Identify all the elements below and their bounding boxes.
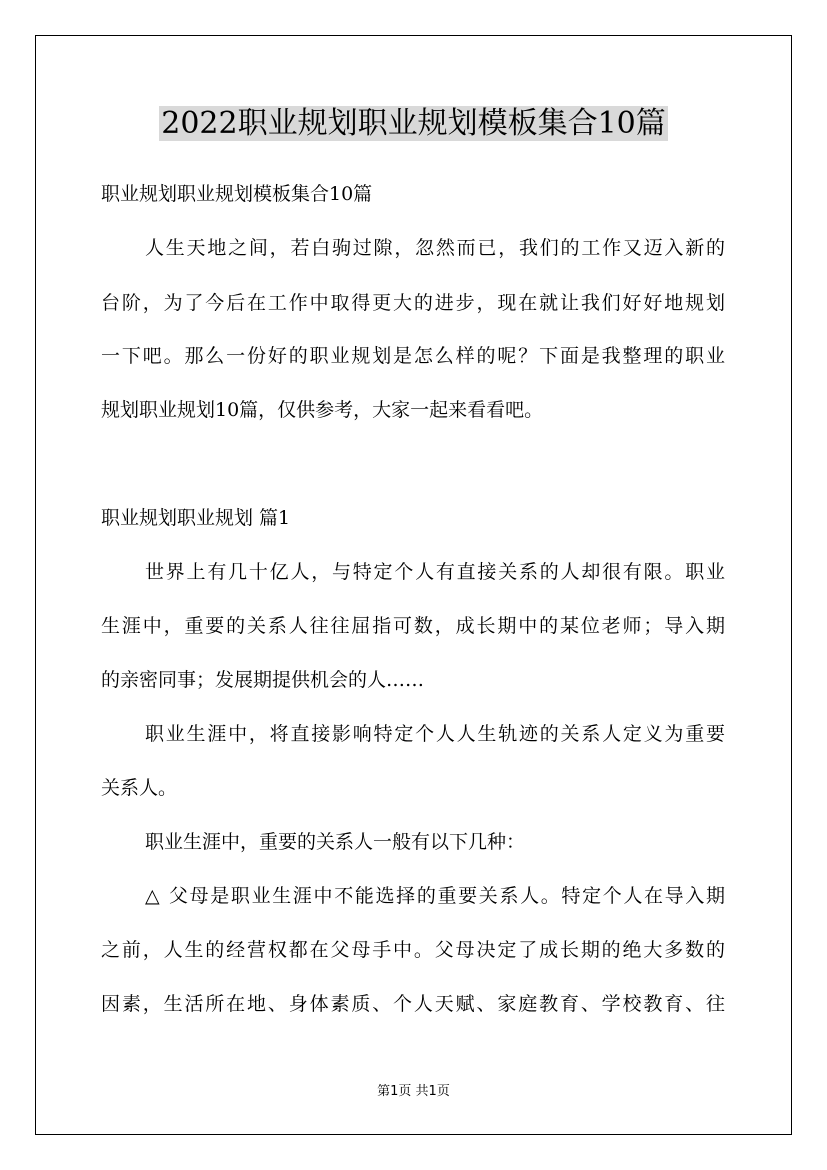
para3-line-1: 职业生涯中，重要的关系人一般有以下几种： xyxy=(145,831,526,853)
page-footer: 第1页 共1页 xyxy=(377,1084,450,1099)
para1-line-2: 生涯中，重要的关系人往往屈指可数，成长期中的某位老师；导入期 xyxy=(101,615,725,637)
para4-line-2: 之前，人生的经营权都在父母手中。父母决定了成长期的绝大多数的 xyxy=(101,939,725,961)
intro-line-1: 人生天地之间，若白驹过隙，忽然而已，我们的工作又迈入新的 xyxy=(145,237,725,259)
para2-line-1: 职业生涯中，将直接影响特定个人人生轨迹的关系人定义为重要 xyxy=(145,723,725,745)
para1-line-3: 的亲密同事；发展期提供机会的人…… xyxy=(101,669,425,691)
para4-line-1: △ 父母是职业生涯中不能选择的重要关系人。特定个人在导入期 xyxy=(145,885,725,907)
intro-line-2: 台阶，为了今后在工作中取得更大的进步，现在就让我们好好地规划 xyxy=(101,292,725,314)
section-heading: 职业规划职业规划 篇1 xyxy=(101,507,291,529)
para2-line-2: 关系人。 xyxy=(101,777,178,799)
document-title-text: 2022职业规划职业规划模板集合10篇 xyxy=(161,106,666,141)
intro-line-4: 规划职业规划10篇，仅供参考，大家一起来看看吧。 xyxy=(101,399,544,421)
document-subtitle: 职业规划职业规划模板集合10篇 xyxy=(101,183,373,205)
para1-line-1: 世界上有几十亿人，与特定个人有直接关系的人却很有限。职业 xyxy=(145,561,725,583)
para4-line-3: 因素，生活所在地、身体素质、个人天赋、家庭教育、学校教育、往 xyxy=(101,993,725,1015)
document-title xyxy=(0,104,827,144)
intro-line-3: 一下吧。那么一份好的职业规划是怎么样的呢？下面是我整理的职业 xyxy=(101,345,725,367)
